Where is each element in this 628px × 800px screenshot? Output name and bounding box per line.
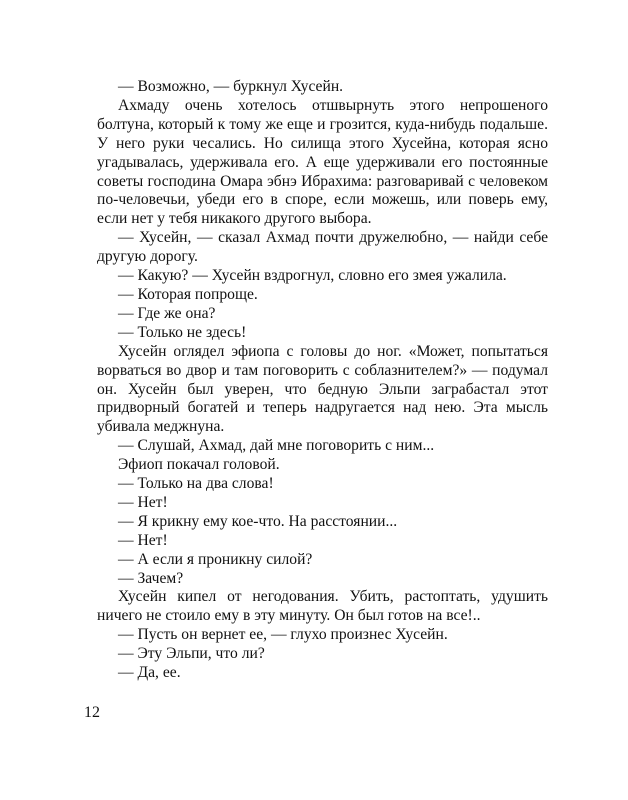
dialogue-line: — Где же она? [118, 304, 216, 322]
dialogue-line: — А если я проникну силой? [118, 550, 313, 568]
dialogue-line: — Зачем? [118, 569, 184, 587]
dialogue-line: — Я крикну ему кое-что. На расстоянии... [118, 512, 398, 530]
dialogue-line: — Только не здесь! [118, 323, 247, 341]
dialogue-line: — Хусейн, — сказал Ахмад почти дружелюбно, — найди себе другую дорогу. [97, 229, 548, 266]
narrative-paragraph: Эфиоп покачал головой. [118, 456, 280, 474]
dialogue-line: — Которая попроще. [118, 285, 258, 303]
page-number: 12 [84, 704, 100, 721]
dialogue-line: — Пусть он вернет ее, — глухо произнес Хусейн. [118, 626, 448, 644]
dialogue-line: — Эту Эльпи, что ли? [118, 645, 265, 663]
dialogue-line: — Да, ее. [118, 664, 181, 682]
dialogue-line: — Нет! [118, 531, 168, 549]
narrative-paragraph: Хусейн оглядел эфиопа с головы до ног. «Может, попытаться ворваться во двор и там поговорить с соблазнителем?» — подумал он. Хусейн был уверен, что бедную Эльпи заграбастал этот придворный богатей и теперь надругается над нею. Эта мысль убивала меджнуна. [97, 342, 548, 436]
page-text [97, 78, 548, 683]
dialogue-line: — Нет! [118, 493, 168, 511]
dialogue-line: — Какую? — Хусейн вздрогнул, словно его змея ужалила. [118, 267, 507, 285]
narrative-paragraph: Хусейн кипел от негодования. Убить, растоптать, удушить ничего не стоило ему в эту минуту. Он был готов на все!.. [97, 588, 548, 625]
narrative-paragraph: Ахмаду очень хотелось отшвырнуть этого непрошеного болтуна, который к тому же еще и грозится, куда-нибудь подальше. У него руки чесались. Но силища этого Хусейна, которая ясно угадывалась, удерживала его. А еще удерживали его постоянные советы господина Омара эбнэ Ибрахима: разговаривай с человеком по-человечьи, убеди его в споре, если можешь, или поверь ему, если нет у тебя никакого другого выбора. [97, 96, 548, 228]
dialogue-line: — Только на два слова! [118, 475, 274, 493]
dialogue-line: — Слушай, Ахмад, дай мне поговорить с ним... [118, 437, 435, 455]
dialogue-line: — Возможно, — буркнул Хусейн. [118, 78, 344, 95]
